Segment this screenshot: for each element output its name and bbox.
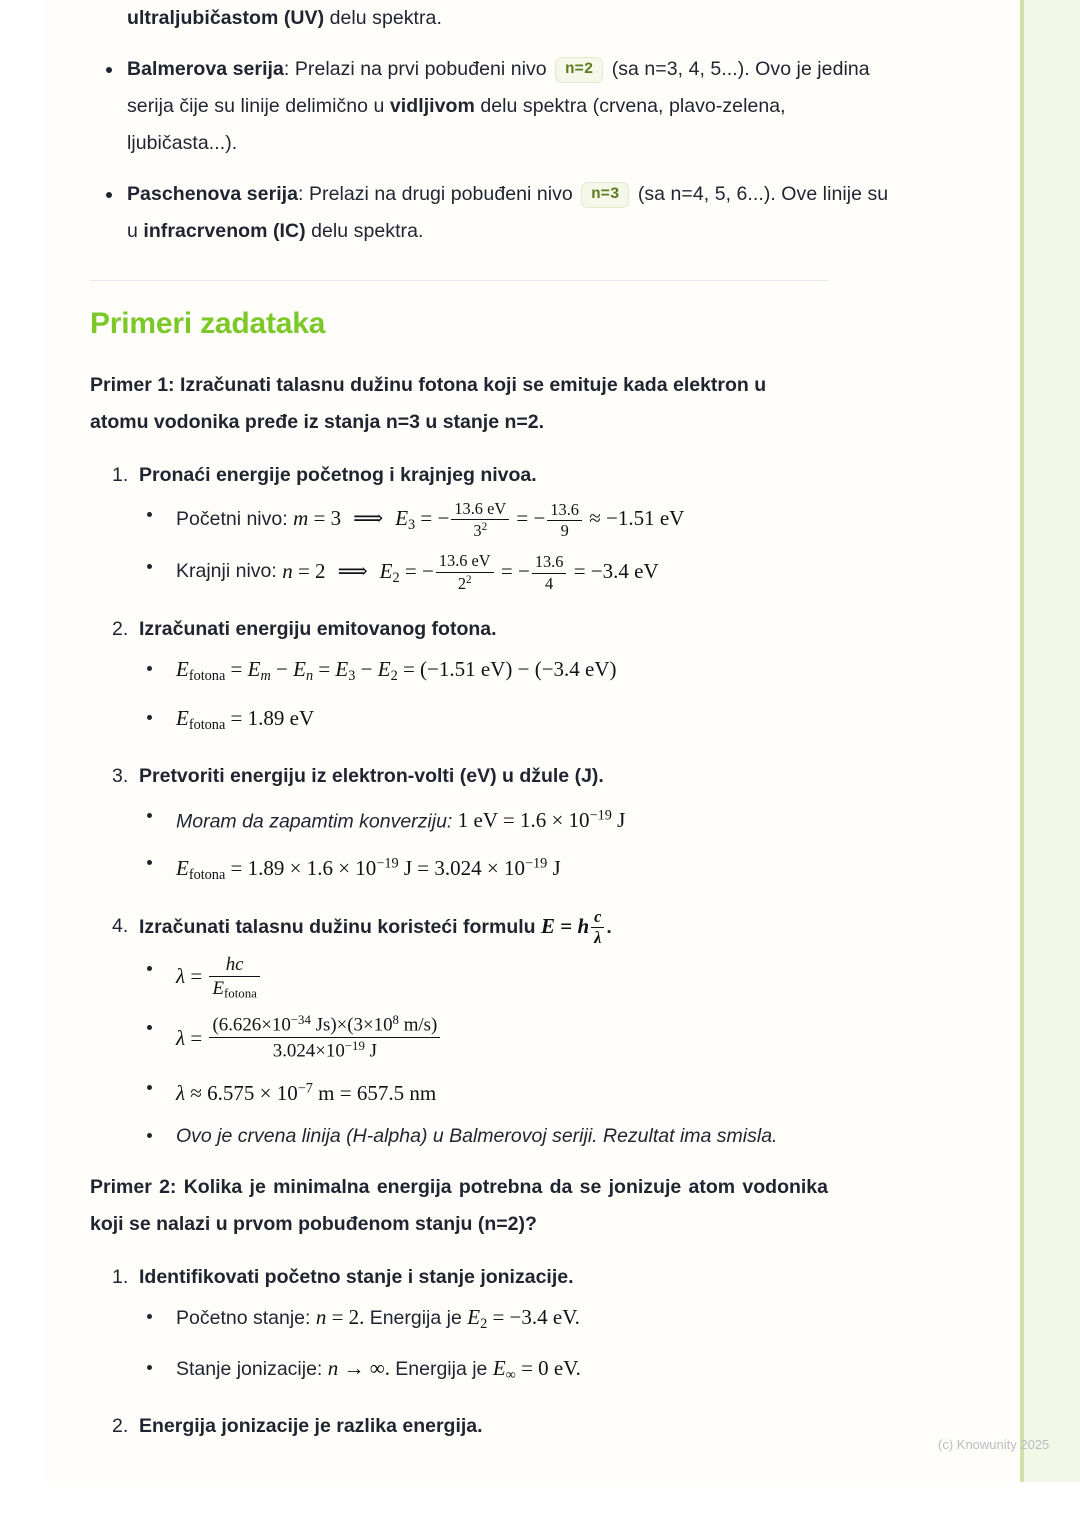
bullet-conversion-note — [139, 801, 890, 836]
list-item-paschen — [90, 176, 890, 250]
math-planck-relation: E = h $\frac{c}{\lambda}$ — [541, 914, 606, 938]
math-lambda-result: $\lambda \approx 6.575 \times 10^{-7}$ m = 657.5 nm — [176, 1080, 437, 1105]
conversion-note-text: Moram da zapamtim konverziju: — [176, 810, 458, 833]
ionization-state-mid: Energija je — [395, 1357, 493, 1380]
continuation-rest: delu spektra. — [324, 7, 442, 29]
math-lambda-formula: λ = $\frac{hc}{E_{fotona}}$ — [176, 964, 262, 988]
math-initial-level: m = 3 ⟹ $E_3$ = − $\frac{13.6 eV}{3^2}$ = − $\frac{13.6}{9}$ ≈ −1.51 eV — [293, 499, 685, 541]
continuation-bold: ultraljubičastom (UV) — [127, 7, 325, 29]
example1-lead: Primer 1: Izračunati talasnu dužinu fotona koji se emituje kada elektron u atomu vodonika pređe iz stanja n=3 u stanje n=2. — [90, 374, 767, 433]
step-1-bullets — [139, 500, 890, 593]
balmer-tail: delu spektra (crvena, plavo-zelena, ljubičasta...). — [127, 95, 786, 154]
bullet-ionization-state-prefix: Stanje jonizacije: — [176, 1357, 328, 1380]
step-1-heading: Pronaći energije početnog i krajnjeg nivoa. — [139, 464, 537, 486]
math-final-level: n = 2 ⟹ $E_2$ = − $\frac{13.6 eV}{2^2}$ = − $\frac{13.6}{4}$ = −3.4 eV — [282, 551, 659, 593]
step-1 — [90, 457, 890, 593]
result-remark-text: Ovo je crvena linija (H-alpha) u Balmerovoj seriji. Rezultat ima smisla. — [176, 1124, 778, 1147]
bullet-photon-energy-expression — [139, 654, 890, 691]
example2-step-2 — [90, 1408, 890, 1445]
step-3-bullets — [139, 801, 890, 890]
math-initial-state: n = 2. — [315, 1304, 370, 1329]
paschen-bold-mid: infracrvenom (IC) — [143, 220, 306, 242]
step-2-bullets — [139, 654, 890, 740]
bullet-lambda-formula — [139, 954, 890, 1001]
level-badge-n2: n=2 — [555, 57, 603, 83]
balmer-after-badge: (sa n=3, 4, 5...). Ovo je jedina serija čije su linije delimično u — [127, 58, 870, 117]
step-4-heading-text: Izračunati talasnu dužinu koristeći formulu — [139, 915, 536, 938]
math-ionization-state: n → ∞. — [327, 1355, 396, 1380]
step-3 — [90, 758, 890, 890]
step-4 — [90, 908, 890, 1151]
math-initial-state-energy: $E_2 = -3.4$ eV. — [467, 1304, 580, 1332]
bullet-ionization-state — [139, 1353, 890, 1390]
paschen-title: Paschenova serija — [127, 183, 299, 205]
initial-state-mid: Energija je — [369, 1306, 468, 1329]
document-page — [45, 0, 1050, 1482]
paschen-after-badge: (sa n=4, 5, 6...). Ove linije su u — [127, 183, 889, 242]
example2-lead: Primer 2: Kolika je minimalna energija potrebna da se jonizuje atom vodonika koji se nalazi u prvom pobuđenom stanju (n=2)? — [90, 1175, 828, 1235]
bullet-final-level — [139, 552, 890, 592]
step-3-heading: Pretvoriti energiju iz elektron-volti (eV) u džule (J). — [139, 764, 604, 787]
step-4-bullets — [139, 954, 890, 1151]
right-decorative-band — [1020, 0, 1080, 1482]
example2-step-1 — [90, 1259, 890, 1390]
step-4-heading — [139, 908, 890, 948]
level-badge-n3: n=3 — [581, 182, 629, 208]
step-4-heading-tail: . — [606, 915, 612, 938]
bullet-lambda-result — [139, 1073, 890, 1108]
bullet-initial-level — [139, 500, 890, 540]
spectral-series-list — [90, 51, 890, 250]
bullet-initial-state — [139, 1302, 890, 1339]
math-ionization-energy: $E_\infty = 0$ eV. — [492, 1355, 581, 1383]
bullet-final-level-prefix: Krajnji nivo: — [176, 560, 283, 583]
bullet-lambda-substitution — [139, 1013, 890, 1062]
math-photon-energy-result: $E_{fotona} = 1.89$ eV — [176, 705, 315, 733]
example2-steps — [90, 1259, 890, 1445]
example2-step-1-bullets — [139, 1302, 890, 1390]
balmer-before-badge: : Prelazi na prvi pobuđeni nivo — [283, 58, 553, 80]
page-title: Primeri zadataka — [90, 307, 326, 340]
continuation-line — [90, 0, 890, 37]
bullet-photon-energy-joules — [139, 848, 890, 889]
math-photon-energy-expression: $E_{fotona} = E_m - E_n = E_3 - E_2 = (-1.51$ eV) − (−3.4 eV) — [176, 656, 617, 684]
example2-step-2-heading: Energija jonizacije je razlika energija. — [139, 1414, 483, 1437]
bullet-initial-state-prefix: Početno stanje: — [176, 1306, 316, 1329]
math-lambda-substitution: λ = $\frac{(6.626\times 10^{-34} Js)\times(3\times 10^8 m/s)}{3.024\times 10^{-19} J}$ — [176, 1026, 442, 1050]
example1-steps — [90, 457, 890, 1151]
math-photon-energy-joules: $E_{fotona} = 1.89 \times 1.6 \times 10^{-19}$ $J = 3.024 \times 10^{-19}$ J — [176, 855, 561, 883]
section-divider — [90, 280, 828, 281]
bullet-initial-level-prefix: Početni nivo: — [176, 508, 294, 531]
step-2 — [90, 611, 890, 740]
paschen-before-badge: : Prelazi na drugi pobuđeni nivo — [298, 183, 579, 205]
balmer-title: Balmerova serija — [127, 58, 284, 80]
list-item-balmer — [90, 51, 890, 162]
watermark: (c) Knowunity 2025 — [938, 1437, 1050, 1452]
bullet-result-remark — [139, 1121, 890, 1151]
math-ev-to-joule: 1 eV = $1.6 \times 10^{-19}$ J — [457, 807, 626, 833]
example2-step-1-heading: Identifikovati početno stanje i stanje jonizacije. — [139, 1265, 574, 1288]
step-2-heading: Izračunati energiju emitovanog fotona. — [139, 617, 497, 640]
balmer-bold-mid: vidljivom — [389, 95, 475, 117]
document-content — [90, 0, 890, 1451]
paschen-tail: delu spektra. — [305, 220, 424, 242]
bullet-photon-energy-result — [139, 703, 890, 740]
